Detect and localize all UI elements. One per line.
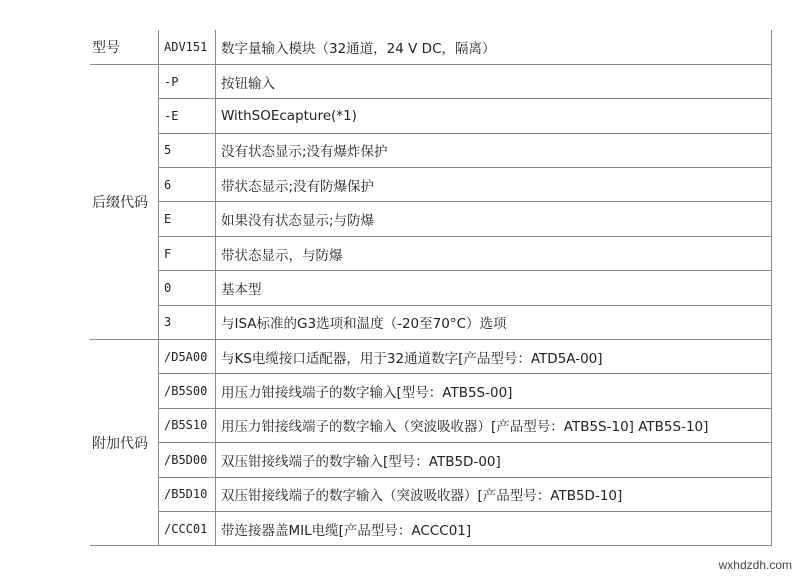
option-code: /B5S00 xyxy=(159,374,216,408)
suffix-code: 3 xyxy=(159,305,216,339)
table-row xyxy=(90,202,772,236)
suffix-code: 6 xyxy=(159,168,216,202)
suffix-description: 按钮输入 xyxy=(216,64,772,98)
table-row xyxy=(90,64,772,98)
table-row xyxy=(90,305,772,339)
table-row xyxy=(90,408,772,442)
model-code: ADV151 xyxy=(159,30,216,64)
option-description: 与KS电缆接口适配器，用于32通道数字[产品型号：ATD5A-00] xyxy=(216,340,772,374)
suffix-code: 5 xyxy=(159,133,216,167)
suffix-code: -E xyxy=(159,99,216,133)
suffix-description: WithSOEcapture(*1) xyxy=(216,99,772,133)
option-description: 用压力钳接线端子的数字输入（突波吸收器）[产品型号：ATB5S-10] ATB5S-10] xyxy=(216,408,772,442)
table-row xyxy=(90,133,772,167)
table-row xyxy=(90,168,772,202)
option-code: /B5D00 xyxy=(159,443,216,477)
option-code: /B5S10 xyxy=(159,408,216,442)
option-code: /B5D10 xyxy=(159,477,216,511)
option-code: /D5A00 xyxy=(159,340,216,374)
model-code-table xyxy=(90,30,772,546)
table-row xyxy=(90,374,772,408)
table-row xyxy=(90,477,772,511)
suffix-description: 如果没有状态显示;与防爆 xyxy=(216,202,772,236)
table-row xyxy=(90,236,772,270)
suffix-code: 0 xyxy=(159,271,216,305)
suffix-code: F xyxy=(159,236,216,270)
table-row xyxy=(90,271,772,305)
suffix-description: 基本型 xyxy=(216,271,772,305)
model-description: 数字量输入模块（32通道，24 V DC，隔离） xyxy=(216,30,772,64)
table-row xyxy=(90,30,772,64)
table-row xyxy=(90,340,772,374)
table-row xyxy=(90,511,772,545)
table-row xyxy=(90,99,772,133)
option-code-label: 附加代码 xyxy=(90,340,159,546)
table-row xyxy=(90,443,772,477)
option-description: 双压钳接线端子的数字输入（突波吸收器）[产品型号：ATB5D-10] xyxy=(216,477,772,511)
option-description: 双压钳接线端子的数字输入[型号：ATB5D-00] xyxy=(216,443,772,477)
suffix-code-label: 后缀代码 xyxy=(90,64,159,339)
suffix-description: 没有状态显示;没有爆炸保护 xyxy=(216,133,772,167)
watermark: wxhdzdh.com xyxy=(718,558,792,572)
suffix-description: 带状态显示;没有防爆保护 xyxy=(216,168,772,202)
suffix-description: 带状态显示，与防爆 xyxy=(216,236,772,270)
option-code: /CCC01 xyxy=(159,511,216,545)
suffix-code: E xyxy=(159,202,216,236)
suffix-code: -P xyxy=(159,64,216,98)
option-description: 带连接器盖MIL电缆[产品型号：ACCC01] xyxy=(216,511,772,545)
model-label: 型号 xyxy=(90,30,159,64)
option-description: 用压力钳接线端子的数字输入[型号：ATB5S-00] xyxy=(216,374,772,408)
suffix-description: 与ISA标准的G3选项和温度（-20至70°C）选项 xyxy=(216,305,772,339)
